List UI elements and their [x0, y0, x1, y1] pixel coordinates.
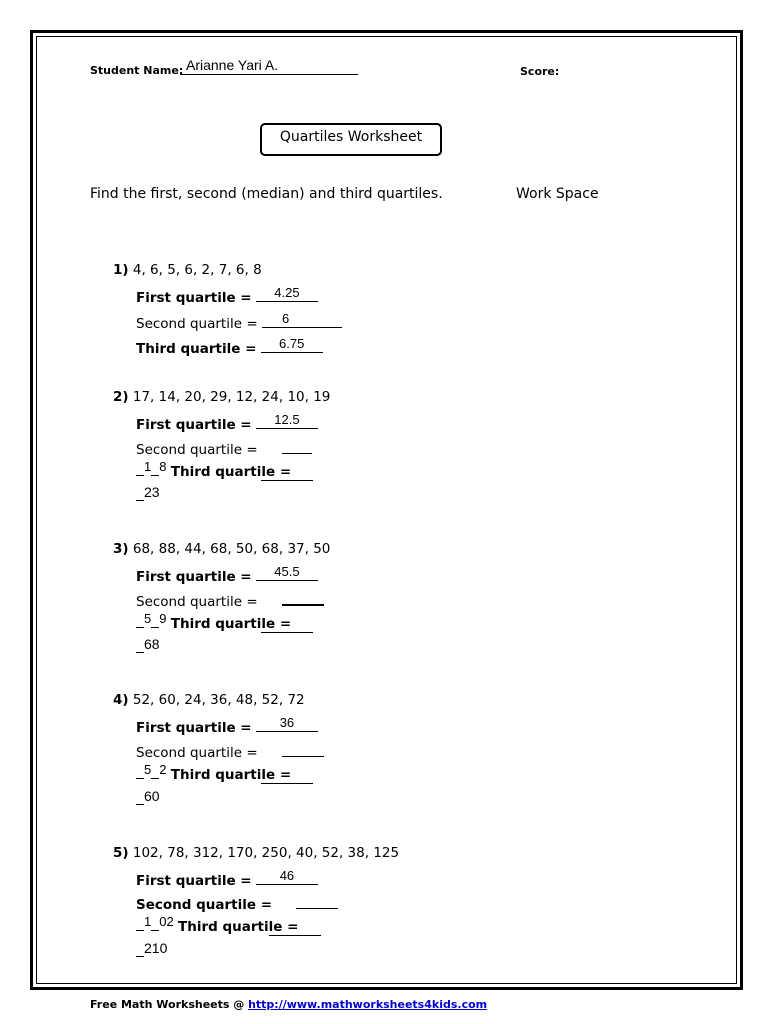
first-quartile-answer[interactable]: 45.5 [256, 566, 318, 581]
problem-3-q2-line [136, 590, 324, 610]
footer-link[interactable]: http://www.mathworksheets4kids.com [248, 998, 488, 1011]
problem-number: 2) [113, 389, 129, 405]
problem-4-q1-line [136, 717, 318, 736]
problem-1-q3-line [136, 338, 323, 357]
problem-3-heading [113, 541, 330, 557]
problem-3-q2q3-line [136, 611, 313, 633]
third-quartile-answer: 60 [144, 788, 160, 804]
problem-1-heading [113, 262, 262, 278]
second-quartile-digit-a: 1 [144, 459, 152, 474]
problem-5-heading [113, 845, 399, 861]
first-quartile-answer[interactable]: 36 [256, 717, 318, 732]
problem-3-q1-line [136, 566, 318, 585]
third-quartile-answer: 68 [144, 636, 160, 652]
instructions: Find the first, second (median) and third quartiles. [90, 186, 443, 202]
problem-5-q2q3-line [136, 914, 321, 936]
first-quartile-label: First quartile = [136, 290, 252, 306]
problem-2-q2-line [136, 439, 312, 458]
first-quartile-answer[interactable]: 4.25 [256, 287, 318, 302]
problem-5-q1-line [136, 870, 318, 889]
second-quartile-label: Second quartile = [136, 897, 273, 913]
problem-data: 17, 14, 20, 29, 12, 24, 10, 19 [132, 389, 331, 405]
footer [90, 998, 487, 1011]
second-quartile-label: Second quartile = [136, 316, 258, 332]
third-quartile-label-a: Third quarti [170, 464, 262, 480]
student-name-label: Student Name: [90, 64, 184, 77]
third-quartile-label-b: le = [269, 919, 321, 936]
first-quartile-label: First quartile = [136, 417, 252, 433]
first-quartile-label: First quartile = [136, 873, 252, 889]
problem-5-q3-answer[interactable] [136, 940, 168, 961]
problem-3-q3-answer[interactable] [136, 636, 160, 657]
second-quartile-digit-b: 9 [159, 611, 167, 626]
second-quartile-digit-a: 1 [144, 914, 152, 929]
problem-1-q1-line [136, 287, 318, 306]
first-quartile-label: First quartile = [136, 720, 252, 736]
problem-data: 102, 78, 312, 170, 250, 40, 52, 38, 125 [132, 845, 400, 861]
second-quartile-label: Second quartile = [136, 745, 258, 761]
second-quartile-answer[interactable] [282, 742, 324, 757]
second-quartile-digit-b: 8 [159, 459, 167, 474]
problem-2-q2q3-line [136, 459, 313, 481]
score-label: Score: [520, 65, 560, 78]
third-quartile-answer: 23 [144, 484, 160, 500]
third-quartile-label-b: le = [261, 464, 313, 481]
problem-data: 4, 6, 5, 6, 2, 7, 6, 8 [132, 262, 262, 278]
second-quartile-digit-a: 5 [144, 611, 152, 626]
first-quartile-answer[interactable]: 46 [256, 870, 318, 885]
third-quartile-label-a: Third quarti [170, 616, 262, 632]
third-quartile-label-a: Third quarti [170, 767, 262, 783]
problem-data: 68, 88, 44, 68, 50, 68, 37, 50 [132, 541, 331, 557]
problem-2-heading [113, 389, 330, 405]
second-quartile-answer[interactable] [282, 439, 312, 454]
third-quartile-answer[interactable]: 6.75 [261, 338, 323, 353]
problem-data: 52, 60, 24, 36, 48, 52, 72 [132, 692, 305, 708]
inner-border [36, 36, 737, 984]
problem-number: 5) [113, 845, 129, 861]
second-quartile-answer[interactable]: 6 [262, 313, 342, 328]
problem-4-q2-line [136, 742, 324, 761]
problem-1-q2-line [136, 313, 342, 332]
problem-4-heading [113, 692, 305, 708]
third-quartile-label-a: Third quarti [178, 919, 269, 935]
second-quartile-digit-b: 02 [159, 914, 174, 929]
second-quartile-label: Second quartile = [136, 594, 258, 610]
footer-prefix: Free Math Worksheets @ [90, 998, 249, 1011]
student-name-field[interactable]: Arianne Yari A. [180, 57, 358, 75]
problem-2-q3-answer[interactable] [136, 484, 160, 505]
third-quartile-label-b: le = [261, 616, 313, 633]
problem-number: 4) [113, 692, 129, 708]
problem-number: 1) [113, 262, 129, 278]
first-quartile-label: First quartile = [136, 569, 252, 585]
problem-5-q2-line [136, 894, 338, 913]
third-quartile-label: Third quartile = [136, 341, 257, 357]
second-quartile-digit-b: 2 [159, 762, 167, 777]
worksheet-title: Quartiles Worksheet [260, 123, 442, 156]
problem-4-q2q3-line [136, 762, 313, 784]
second-quartile-answer[interactable] [282, 590, 324, 606]
work-space-label: Work Space [516, 186, 599, 202]
third-quartile-label-b: le = [261, 767, 313, 784]
third-quartile-answer: 210 [144, 940, 168, 956]
second-quartile-label: Second quartile = [136, 442, 258, 458]
problem-4-q3-answer[interactable] [136, 788, 160, 809]
second-quartile-digit-a: 5 [144, 762, 152, 777]
problem-number: 3) [113, 541, 129, 557]
problem-2-q1-line [136, 414, 318, 433]
second-quartile-answer[interactable] [296, 894, 338, 909]
first-quartile-answer[interactable]: 12.5 [256, 414, 318, 429]
